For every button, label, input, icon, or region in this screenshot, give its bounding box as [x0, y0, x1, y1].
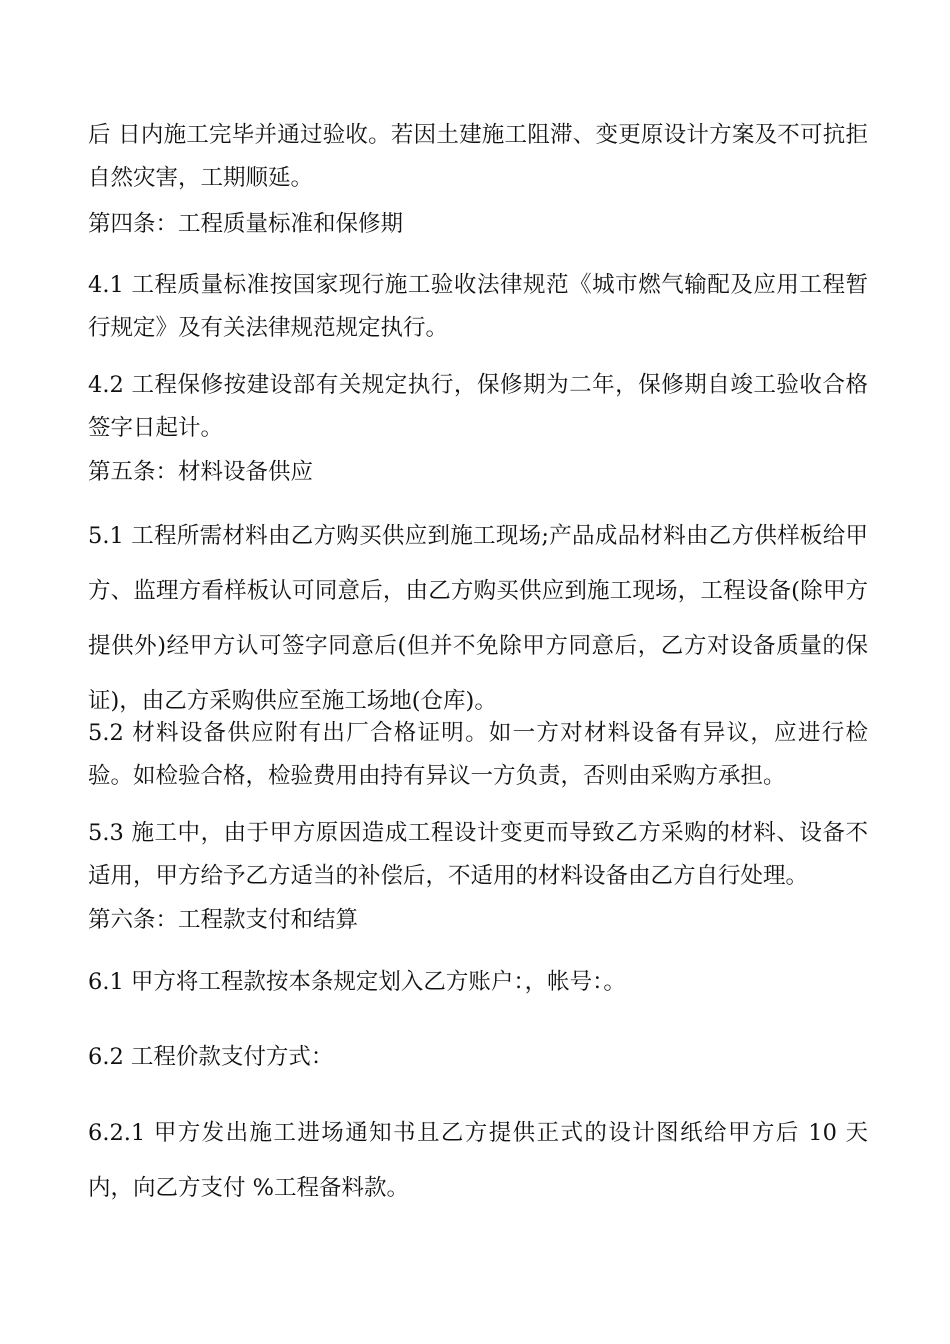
paragraph-6-1: 6.1 甲方将工程款按本条规定划入乙方账户：，帐号：。	[88, 969, 626, 995]
heading-article-6: 第六条：工程款支付和结算	[88, 907, 359, 933]
paragraph-5-1: 5.1 工程所需材料由乙方购买供应到施工现场;产品成品材料由乙方供样板给甲方、监理方看样板认可同意后，由乙方购买供应到施工现场，工程设备(除甲方提供外)经甲方认可签字同意后(但并不免除甲方同意后，乙方对设备质量的保证)，由乙方采购供应至施工场地(仓库)。	[88, 523, 868, 714]
heading-article-5: 第五条：材料设备供应	[88, 459, 314, 485]
paragraph-5-2: 5.2 材料设备供应附有出厂合格证明。如一方对材料设备有异议，应进行检验。如检验合格，检验费用由持有异议一方负责，否则由采购方承担。	[88, 720, 868, 789]
paragraph-6-2-1: 6.2.1 甲方发出施工进场通知书且乙方提供正式的设计图纸给甲方后 10 天内，向乙方支付 %工程备料款。	[88, 1120, 868, 1201]
paragraph-construction-period: 后 日内施工完毕并通过验收。若因土建施工阻滞、变更原设计方案及不可抗拒自然灾害，工期顺延。	[88, 122, 868, 191]
heading-article-4: 第四条：工程质量标准和保修期	[88, 211, 404, 237]
paragraph-4-2: 4.2 工程保修按建设部有关规定执行，保修期为二年，保修期自竣工验收合格签字日起计。	[88, 372, 868, 441]
paragraph-5-3: 5.3 施工中，由于甲方原因造成工程设计变更而导致乙方采购的材料、设备不适用，甲方给予乙方适当的补偿后，不适用的材料设备由乙方自行处理。	[88, 820, 868, 889]
paragraph-6-2: 6.2 工程价款支付方式：	[88, 1044, 334, 1070]
paragraph-4-1: 4.1 工程质量标准按国家现行施工验收法律规范《城市燃气输配及应用工程暂行规定》及有关法律规范规定执行。	[88, 272, 868, 341]
